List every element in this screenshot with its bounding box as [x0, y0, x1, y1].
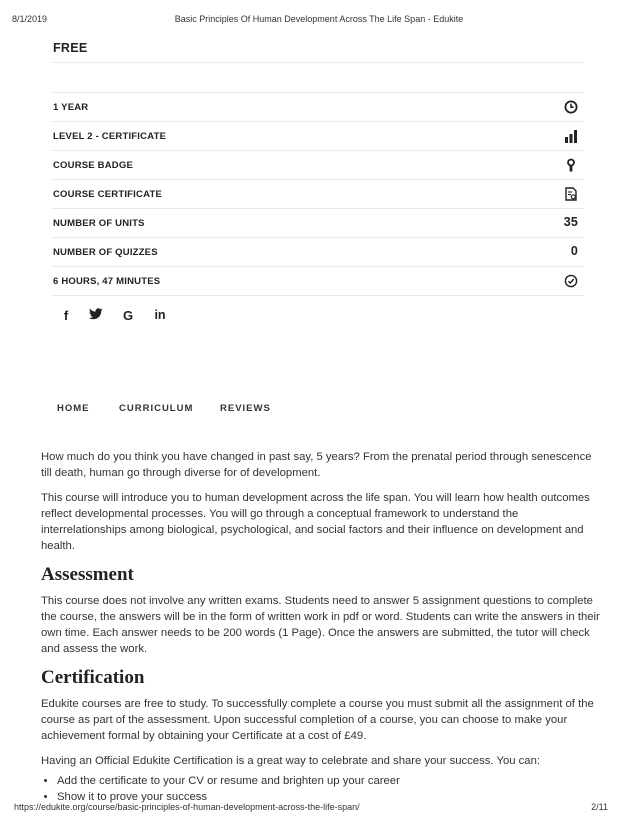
certification-paragraph: Edukite courses are free to study. To successfully complete a course you must submit all the assignment of the course as part of the assessment. Upon successful completion of a course, you can choose to make your achievement formal by obtaining your Certificate at a cost of £49. [41, 698, 594, 742]
list-item: • Show it to prove your success [57, 789, 601, 805]
print-footer [0, 802, 638, 814]
print-url: https://edukite.org/course/basic-principles-of-human-development-across-the-life-span/ [14, 802, 360, 812]
meta-row-label: LEVEL 2 - CERTIFICATE [53, 131, 167, 142]
assessment-paragraph: This course does not involve any written exams. Students need to answer 5 assignment questions to complete the course, the answers will be in the form of written work in pdf or word. Students can write the answers in their own time. Each answer needs to be 200 words (1 Page). Once the answers are submitted, the tutor will check and assess the work. [41, 595, 600, 655]
units-count: 35 [563, 215, 578, 229]
course-price: FREE [53, 34, 584, 63]
certification-heading: Certification [41, 667, 145, 688]
tab-home[interactable]: HOME [57, 403, 90, 414]
meta-row-label: 1 YEAR [53, 102, 89, 113]
bar-chart-icon [564, 129, 578, 143]
quizzes-count: 0 [570, 244, 578, 258]
page-number: 2/11 [591, 802, 608, 812]
meta-row-units [53, 209, 584, 238]
google-icon[interactable]: G [122, 308, 134, 323]
benefits-list [41, 773, 601, 805]
meta-row-label: 6 HOURS, 47 MINUTES [53, 276, 161, 287]
meta-row-hours [53, 267, 584, 296]
meta-row-label: COURSE CERTIFICATE [53, 189, 162, 200]
list-item: • Add the certificate to your CV or resume and brighten up your career [57, 773, 601, 789]
course-description [41, 449, 601, 805]
twitter-icon[interactable] [88, 308, 104, 323]
print-header [0, 14, 638, 26]
meta-row-certificate [53, 180, 584, 209]
course-meta-panel [53, 34, 584, 296]
meta-row-badge [53, 151, 584, 180]
facebook-icon[interactable]: f [63, 308, 69, 323]
meta-row-label: COURSE BADGE [53, 160, 133, 171]
certificate-icon [564, 187, 578, 201]
print-date: 8/1/2019 [12, 14, 48, 24]
intro-paragraph: How much do you think you have changed in past say, 5 years? From the prenatal period through senescence till death, human go through diverse for of development. [41, 451, 592, 479]
print-title: Basic Principles Of Human Development Across The Life Span - Edukite [174, 14, 464, 24]
meta-divider [53, 63, 584, 93]
meta-row-quizzes [53, 238, 584, 267]
certification-benefits: Having an Official Edukite Certification is a great way to celebrate and share your success. You can: [41, 755, 541, 767]
overview-paragraph: This course will introduce you to human development across the life span. You will learn how health outcomes reflect developmental processes. You will go through a conceptual framework to understand the interrelationships among biological, psychological, and social factors and their influence on development and health. [41, 492, 590, 552]
tab-reviews[interactable]: REVIEWS [220, 403, 271, 414]
clock-icon [564, 100, 578, 114]
meta-row-label: NUMBER OF QUIZZES [53, 247, 158, 258]
linkedin-icon[interactable]: in [154, 308, 166, 322]
assessment-heading: Assessment [41, 564, 134, 585]
tab-curriculum[interactable]: CURRICULUM [119, 403, 194, 414]
meta-row-label: NUMBER OF UNITS [53, 218, 145, 229]
meta-row-level [53, 122, 584, 151]
badge-icon [564, 158, 578, 172]
meta-row-duration [53, 93, 584, 122]
timer-check-icon [564, 274, 578, 288]
